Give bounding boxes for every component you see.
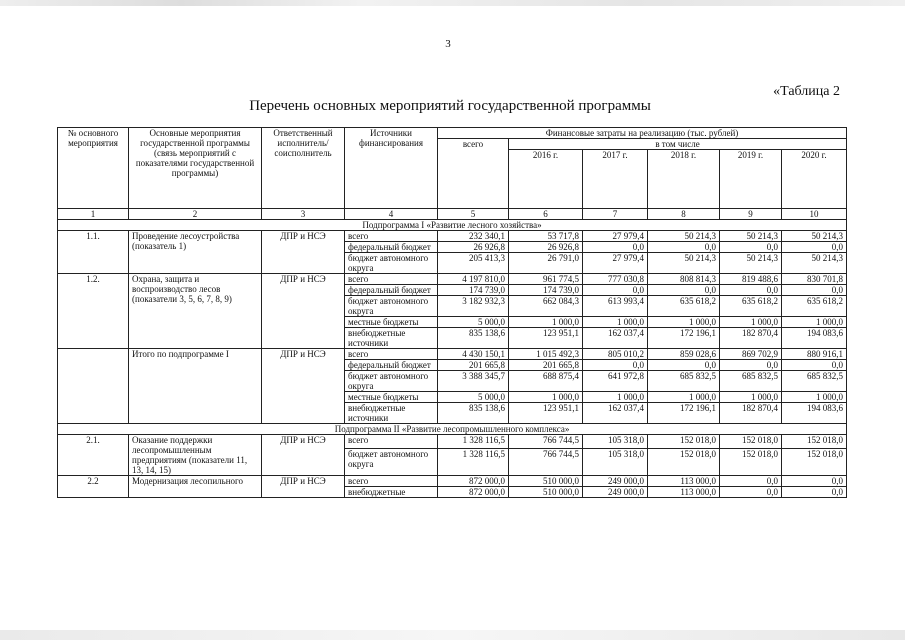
amount-year: 819 488,6	[720, 274, 782, 285]
header-including: в том числе	[509, 139, 847, 150]
amount-year: 50 214,3	[648, 231, 720, 242]
amount-year: 766 744,5	[509, 435, 583, 449]
amount-year: 0,0	[782, 360, 847, 371]
row-2-1	[58, 435, 847, 449]
document-title: Перечень основных мероприятий государственной программы	[249, 98, 651, 114]
amount-total: 872 000,0	[438, 487, 509, 498]
header-source: Источники финансирования	[345, 128, 438, 209]
subprogram-row	[58, 220, 847, 231]
amount-year: 0,0	[782, 476, 847, 487]
amount-year: 688 875,4	[509, 371, 583, 392]
amount-year: 1 000,0	[648, 392, 720, 403]
amount-year: 105 318,0	[583, 435, 648, 449]
amount-year: 50 214,3	[720, 231, 782, 242]
amount-year: 201 665,8	[509, 360, 583, 371]
event-name: Итого по подпрограмме I	[129, 349, 262, 424]
amount-year: 152 018,0	[782, 449, 847, 476]
amount-year: 172 196,1	[648, 328, 720, 349]
amount-year: 152 018,0	[648, 435, 720, 449]
amount-year: 0,0	[583, 360, 648, 371]
event-responsible: ДПР и НСЭ	[262, 476, 345, 498]
event-name: Охрана, защита и воспроизводство лесов (показатели 3, 5, 6, 7, 8, 9)	[129, 274, 262, 349]
amount-year: 194 083,6	[782, 328, 847, 349]
amount-year: 880 916,1	[782, 349, 847, 360]
funding-source: местные бюджеты	[345, 392, 438, 403]
amount-year: 0,0	[720, 285, 782, 296]
amount-year: 0,0	[583, 285, 648, 296]
amount-year: 0,0	[782, 285, 847, 296]
column-index: 1	[58, 209, 129, 220]
column-index: 7	[583, 209, 648, 220]
event-number: 1.1.	[58, 231, 129, 274]
funding-source: всего	[345, 349, 438, 360]
amount-year: 685 832,5	[782, 371, 847, 392]
amount-year: 152 018,0	[648, 449, 720, 476]
funding-source: бюджет автономного округа	[345, 371, 438, 392]
amount-total: 174 739,0	[438, 285, 509, 296]
amount-year: 50 214,3	[782, 231, 847, 242]
column-index: 6	[509, 209, 583, 220]
page-number: 3	[445, 38, 451, 50]
amount-year: 182 870,4	[720, 328, 782, 349]
amount-total: 3 388 345,7	[438, 371, 509, 392]
amount-total: 232 340,1	[438, 231, 509, 242]
amount-year: 510 000,0	[509, 487, 583, 498]
amount-year: 174 739,0	[509, 285, 583, 296]
amount-year: 249 000,0	[583, 487, 648, 498]
subprogram-row	[58, 424, 847, 435]
row-total-1	[58, 349, 847, 360]
amount-total: 5 000,0	[438, 392, 509, 403]
amount-year: 1 000,0	[509, 317, 583, 328]
amount-year: 635 618,2	[782, 296, 847, 317]
amount-year: 1 000,0	[720, 317, 782, 328]
row-1-1	[58, 231, 847, 242]
amount-year: 0,0	[648, 285, 720, 296]
amount-year: 613 993,4	[583, 296, 648, 317]
amount-year: 123 951,1	[509, 403, 583, 424]
amount-year: 662 084,3	[509, 296, 583, 317]
amount-total: 835 138,6	[438, 403, 509, 424]
column-index: 2	[129, 209, 262, 220]
event-responsible: ДПР и НСЭ	[262, 435, 345, 476]
funding-source: бюджет автономного округа	[345, 449, 438, 476]
column-index: 10	[782, 209, 847, 220]
amount-year: 510 000,0	[509, 476, 583, 487]
amount-year: 1 000,0	[509, 392, 583, 403]
amount-year: 123 951,1	[509, 328, 583, 349]
amount-year: 50 214,3	[720, 253, 782, 274]
event-name: Модернизация лесопильного	[129, 476, 262, 498]
event-responsible: ДПР и НСЭ	[262, 349, 345, 424]
header-financing: Финансовые затраты на реализацию (тыс. рублей)	[438, 128, 847, 139]
amount-total: 835 138,6	[438, 328, 509, 349]
column-index-row	[58, 209, 847, 220]
funding-source: бюджет автономного округа	[345, 253, 438, 274]
amount-year: 1 000,0	[648, 317, 720, 328]
amount-year: 777 030,8	[583, 274, 648, 285]
amount-year: 50 214,3	[648, 253, 720, 274]
amount-year: 641 972,8	[583, 371, 648, 392]
subprogram-title: Подпрограмма I «Развитие лесного хозяйства»	[58, 220, 847, 231]
amount-year: 0,0	[720, 487, 782, 498]
amount-year: 859 028,6	[648, 349, 720, 360]
funding-source: внебюджетные источники	[345, 328, 438, 349]
amount-year: 50 214,3	[782, 253, 847, 274]
amount-year: 685 832,5	[648, 371, 720, 392]
amount-year: 635 618,2	[720, 296, 782, 317]
funding-source: внебюджетные источники	[345, 403, 438, 424]
amount-year: 152 018,0	[782, 435, 847, 449]
event-responsible: ДПР и НСЭ	[262, 231, 345, 274]
column-index: 4	[345, 209, 438, 220]
amount-total: 3 182 932,3	[438, 296, 509, 317]
amount-year: 635 618,2	[648, 296, 720, 317]
amount-year: 1 000,0	[583, 392, 648, 403]
row-2-2	[58, 476, 847, 487]
amount-year: 0,0	[720, 242, 782, 253]
amount-year: 1 000,0	[782, 317, 847, 328]
amount-year: 53 717,8	[509, 231, 583, 242]
amount-year: 0,0	[782, 487, 847, 498]
amount-total: 872 000,0	[438, 476, 509, 487]
header-year: 2016 г.	[509, 150, 583, 209]
funding-source: федеральный бюджет	[345, 285, 438, 296]
amount-year: 808 814,3	[648, 274, 720, 285]
amount-year: 27 979,4	[583, 231, 648, 242]
funding-source: федеральный бюджет	[345, 242, 438, 253]
amount-year: 1 000,0	[782, 392, 847, 403]
scan-edge-bottom	[0, 630, 905, 640]
funding-source: внебюджетные	[345, 487, 438, 498]
amount-total: 1 328 116,5	[438, 435, 509, 449]
header-year: 2020 г.	[782, 150, 847, 209]
header-total: всего	[438, 139, 509, 209]
amount-year: 685 832,5	[720, 371, 782, 392]
amount-year: 26 926,8	[509, 242, 583, 253]
amount-year: 182 870,4	[720, 403, 782, 424]
amount-year: 152 018,0	[720, 449, 782, 476]
amount-total: 5 000,0	[438, 317, 509, 328]
amount-year: 152 018,0	[720, 435, 782, 449]
amount-year: 1 000,0	[720, 392, 782, 403]
amount-year: 1 015 492,3	[509, 349, 583, 360]
amount-total: 4 430 150,1	[438, 349, 509, 360]
header-year: 2019 г.	[720, 150, 782, 209]
program-table	[57, 127, 847, 498]
column-index: 3	[262, 209, 345, 220]
amount-year: 766 744,5	[509, 449, 583, 476]
table-label: «Таблица 2	[773, 84, 840, 99]
header-num: № основного мероприятия	[58, 128, 129, 209]
funding-source: всего	[345, 476, 438, 487]
row-1-2	[58, 274, 847, 285]
header-event: Основные мероприятия государственной программы (связь мероприятий с показателями государственной программы)	[129, 128, 262, 209]
event-number: 2.2	[58, 476, 129, 498]
amount-year: 27 979,4	[583, 253, 648, 274]
amount-year: 0,0	[648, 242, 720, 253]
amount-total: 205 413,3	[438, 253, 509, 274]
funding-source: всего	[345, 435, 438, 449]
funding-source: бюджет автономного округа	[345, 296, 438, 317]
event-name: Проведение лесоустройства (показатель 1)	[129, 231, 262, 274]
amount-year: 0,0	[648, 360, 720, 371]
amount-total: 201 665,8	[438, 360, 509, 371]
amount-year: 113 000,0	[648, 487, 720, 498]
amount-year: 0,0	[720, 476, 782, 487]
funding-source: всего	[345, 274, 438, 285]
amount-year: 0,0	[782, 242, 847, 253]
amount-year: 105 318,0	[583, 449, 648, 476]
amount-year: 869 702,9	[720, 349, 782, 360]
amount-total: 26 926,8	[438, 242, 509, 253]
amount-year: 961 774,5	[509, 274, 583, 285]
amount-year: 0,0	[720, 360, 782, 371]
amount-year: 0,0	[583, 242, 648, 253]
subprogram-title: Подпрограмма II «Развитие лесопромышленного комплекса»	[58, 424, 847, 435]
amount-year: 1 000,0	[583, 317, 648, 328]
funding-source: местные бюджеты	[345, 317, 438, 328]
event-name: Оказание поддержки лесопромышленным предприятиям (показатели 11, 13, 14, 15)	[129, 435, 262, 476]
amount-year: 162 037,4	[583, 403, 648, 424]
scan-edge-top	[0, 0, 905, 6]
header-year: 2018 г.	[648, 150, 720, 209]
funding-source: федеральный бюджет	[345, 360, 438, 371]
amount-year: 26 791,0	[509, 253, 583, 274]
event-number: 2.1.	[58, 435, 129, 476]
column-index: 9	[720, 209, 782, 220]
event-number	[58, 349, 129, 424]
event-responsible: ДПР и НСЭ	[262, 274, 345, 349]
funding-source: всего	[345, 231, 438, 242]
amount-year: 249 000,0	[583, 476, 648, 487]
amount-total: 1 328 116,5	[438, 449, 509, 476]
header-responsible: Ответственный исполнитель/соисполнитель	[262, 128, 345, 209]
header-year: 2017 г.	[583, 150, 648, 209]
column-index: 5	[438, 209, 509, 220]
column-index: 8	[648, 209, 720, 220]
event-number: 1.2.	[58, 274, 129, 349]
amount-year: 172 196,1	[648, 403, 720, 424]
amount-year: 162 037,4	[583, 328, 648, 349]
amount-year: 113 000,0	[648, 476, 720, 487]
amount-year: 194 083,6	[782, 403, 847, 424]
amount-year: 830 701,8	[782, 274, 847, 285]
amount-total: 4 197 810,0	[438, 274, 509, 285]
amount-year: 805 010,2	[583, 349, 648, 360]
